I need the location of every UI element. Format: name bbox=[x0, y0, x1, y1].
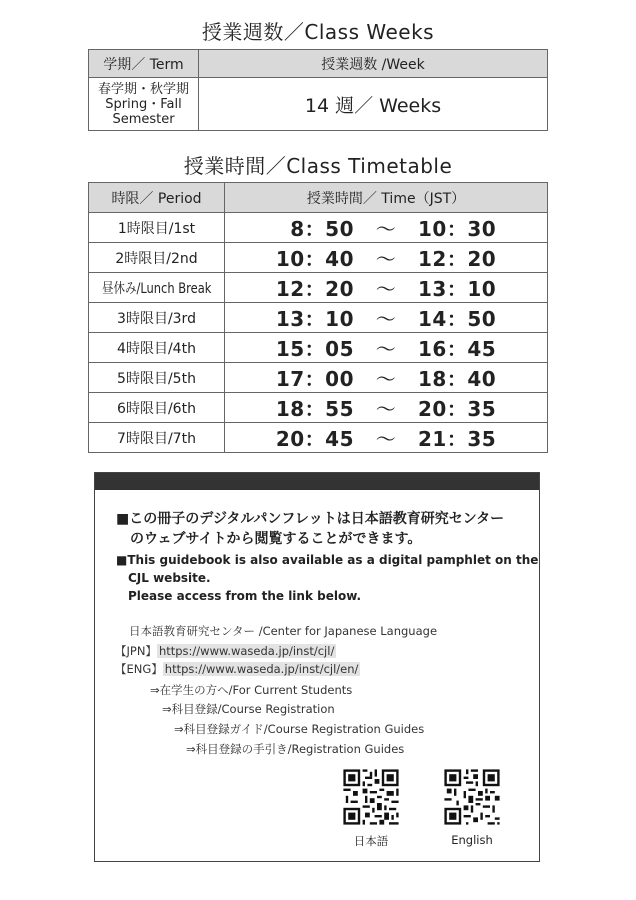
table-row bbox=[89, 243, 548, 273]
period-label: 昼休み/Lunch Break bbox=[101, 280, 212, 297]
nav-current-students: ⇒在学生の方へ/For Current Students bbox=[150, 683, 353, 697]
table-row bbox=[89, 213, 548, 243]
time-cell bbox=[225, 213, 548, 243]
end-time: 13：10 bbox=[418, 277, 497, 301]
end-time: 14：50 bbox=[418, 307, 497, 331]
eng-url-link[interactable]: https://www.waseda.jp/inst/cjl/en/ bbox=[164, 662, 359, 676]
time-separator: 〜 bbox=[375, 217, 397, 241]
jpn-link-row bbox=[115, 643, 336, 659]
english-note-line1: ■This guidebook is also available as a digital pamphlet on the bbox=[116, 553, 539, 567]
time-cell bbox=[225, 363, 548, 393]
period-cell: 7時限目/7th bbox=[89, 423, 225, 453]
info-box-header-bar bbox=[95, 473, 539, 490]
table-row bbox=[89, 393, 548, 423]
qr-label-japanese: 日本語 bbox=[353, 834, 389, 848]
time-cell bbox=[225, 393, 548, 423]
table-row bbox=[89, 333, 548, 363]
start-time: 13：10 bbox=[275, 307, 354, 331]
period-cell: 6時限目/6th bbox=[89, 393, 225, 423]
start-time: 20：45 bbox=[275, 427, 354, 451]
english-note-line3: Please access from the link below. bbox=[116, 589, 362, 603]
qr-code-english[interactable] bbox=[442, 767, 502, 827]
class-weeks-table bbox=[88, 49, 548, 131]
jpn-url-link[interactable]: https://www.waseda.jp/inst/cjl/ bbox=[158, 644, 335, 658]
jpn-label: 【JPN】 bbox=[115, 644, 157, 658]
time-separator: 〜 bbox=[375, 247, 397, 271]
time-separator: 〜 bbox=[375, 367, 397, 391]
eng-label: 【ENG】 bbox=[115, 662, 163, 676]
start-time: 18：55 bbox=[275, 397, 354, 421]
class-timetable-title: 授業時間／Class Timetable bbox=[183, 154, 453, 178]
period-header: 時限／ Period bbox=[89, 183, 225, 213]
table-row bbox=[89, 78, 548, 131]
end-time: 20：35 bbox=[418, 397, 497, 421]
time-separator: 〜 bbox=[375, 397, 397, 421]
time-separator: 〜 bbox=[375, 427, 397, 451]
period-cell: 3時限目/3rd bbox=[89, 303, 225, 333]
term-line: 春学期・秋学期 bbox=[97, 81, 189, 97]
start-time: 17：00 bbox=[275, 367, 354, 391]
term-cell bbox=[89, 78, 199, 131]
time-separator: 〜 bbox=[375, 277, 397, 301]
qr-label-english: English bbox=[451, 833, 493, 847]
period-cell: 2時限目/2nd bbox=[89, 243, 225, 273]
start-time: 10：40 bbox=[275, 247, 354, 271]
qr-code-japanese[interactable] bbox=[341, 767, 401, 827]
time-cell bbox=[225, 333, 548, 363]
week-header: 授業週数 /Week bbox=[199, 50, 548, 78]
table-row bbox=[89, 273, 548, 303]
period-cell: 5時限目/5th bbox=[89, 363, 225, 393]
nav-registration-guides: ⇒科目登録の手引き/Registration Guides bbox=[186, 742, 405, 756]
term-header: 学期／ Term bbox=[89, 50, 199, 78]
eng-link-row bbox=[115, 661, 360, 677]
time-cell bbox=[225, 303, 548, 333]
time-separator: 〜 bbox=[375, 337, 397, 361]
time-separator: 〜 bbox=[375, 307, 397, 331]
period-cell: 4時限目/4th bbox=[89, 333, 225, 363]
end-time: 10：30 bbox=[418, 217, 497, 241]
table-header-row bbox=[89, 50, 548, 78]
time-cell bbox=[225, 423, 548, 453]
end-time: 18：40 bbox=[418, 367, 497, 391]
center-name: 日本語教育研究センター /Center for Japanese Language bbox=[129, 624, 438, 638]
japanese-note-line1: ■この冊子のデジタルパンフレットは日本語教育研究センター bbox=[116, 511, 505, 527]
start-time: 15：05 bbox=[275, 337, 354, 361]
time-header: 授業時間／ Time（JST） bbox=[225, 183, 548, 213]
weeks-value: 14 週／ Weeks bbox=[199, 78, 548, 131]
time-cell bbox=[225, 243, 548, 273]
table-row bbox=[89, 363, 548, 393]
start-time: 8：50 bbox=[290, 217, 354, 241]
nav-course-registration: ⇒科目登録/Course Registration bbox=[162, 702, 335, 716]
nav-course-registration-guides: ⇒科目登録ガイド/Course Registration Guides bbox=[174, 722, 425, 736]
class-timetable-table bbox=[88, 182, 548, 453]
class-weeks-title: 授業週数／Class Weeks bbox=[201, 20, 435, 44]
table-row bbox=[89, 303, 548, 333]
table-row bbox=[89, 423, 548, 453]
time-cell bbox=[225, 273, 548, 303]
period-cell bbox=[89, 273, 225, 303]
start-time: 12：20 bbox=[275, 277, 354, 301]
table-header-row bbox=[89, 183, 548, 213]
digital-pamphlet-info-box bbox=[94, 472, 540, 862]
term-line: Semester bbox=[112, 111, 175, 127]
period-cell: 1時限目/1st bbox=[89, 213, 225, 243]
term-line: Spring・Fall bbox=[105, 96, 182, 112]
end-time: 12：20 bbox=[418, 247, 497, 271]
japanese-note-line2: のウェブサイトから閲覧することができます。 bbox=[116, 531, 422, 547]
end-time: 21：35 bbox=[418, 427, 497, 451]
end-time: 16：45 bbox=[418, 337, 497, 361]
english-note-line2: CJL website. bbox=[116, 571, 211, 585]
